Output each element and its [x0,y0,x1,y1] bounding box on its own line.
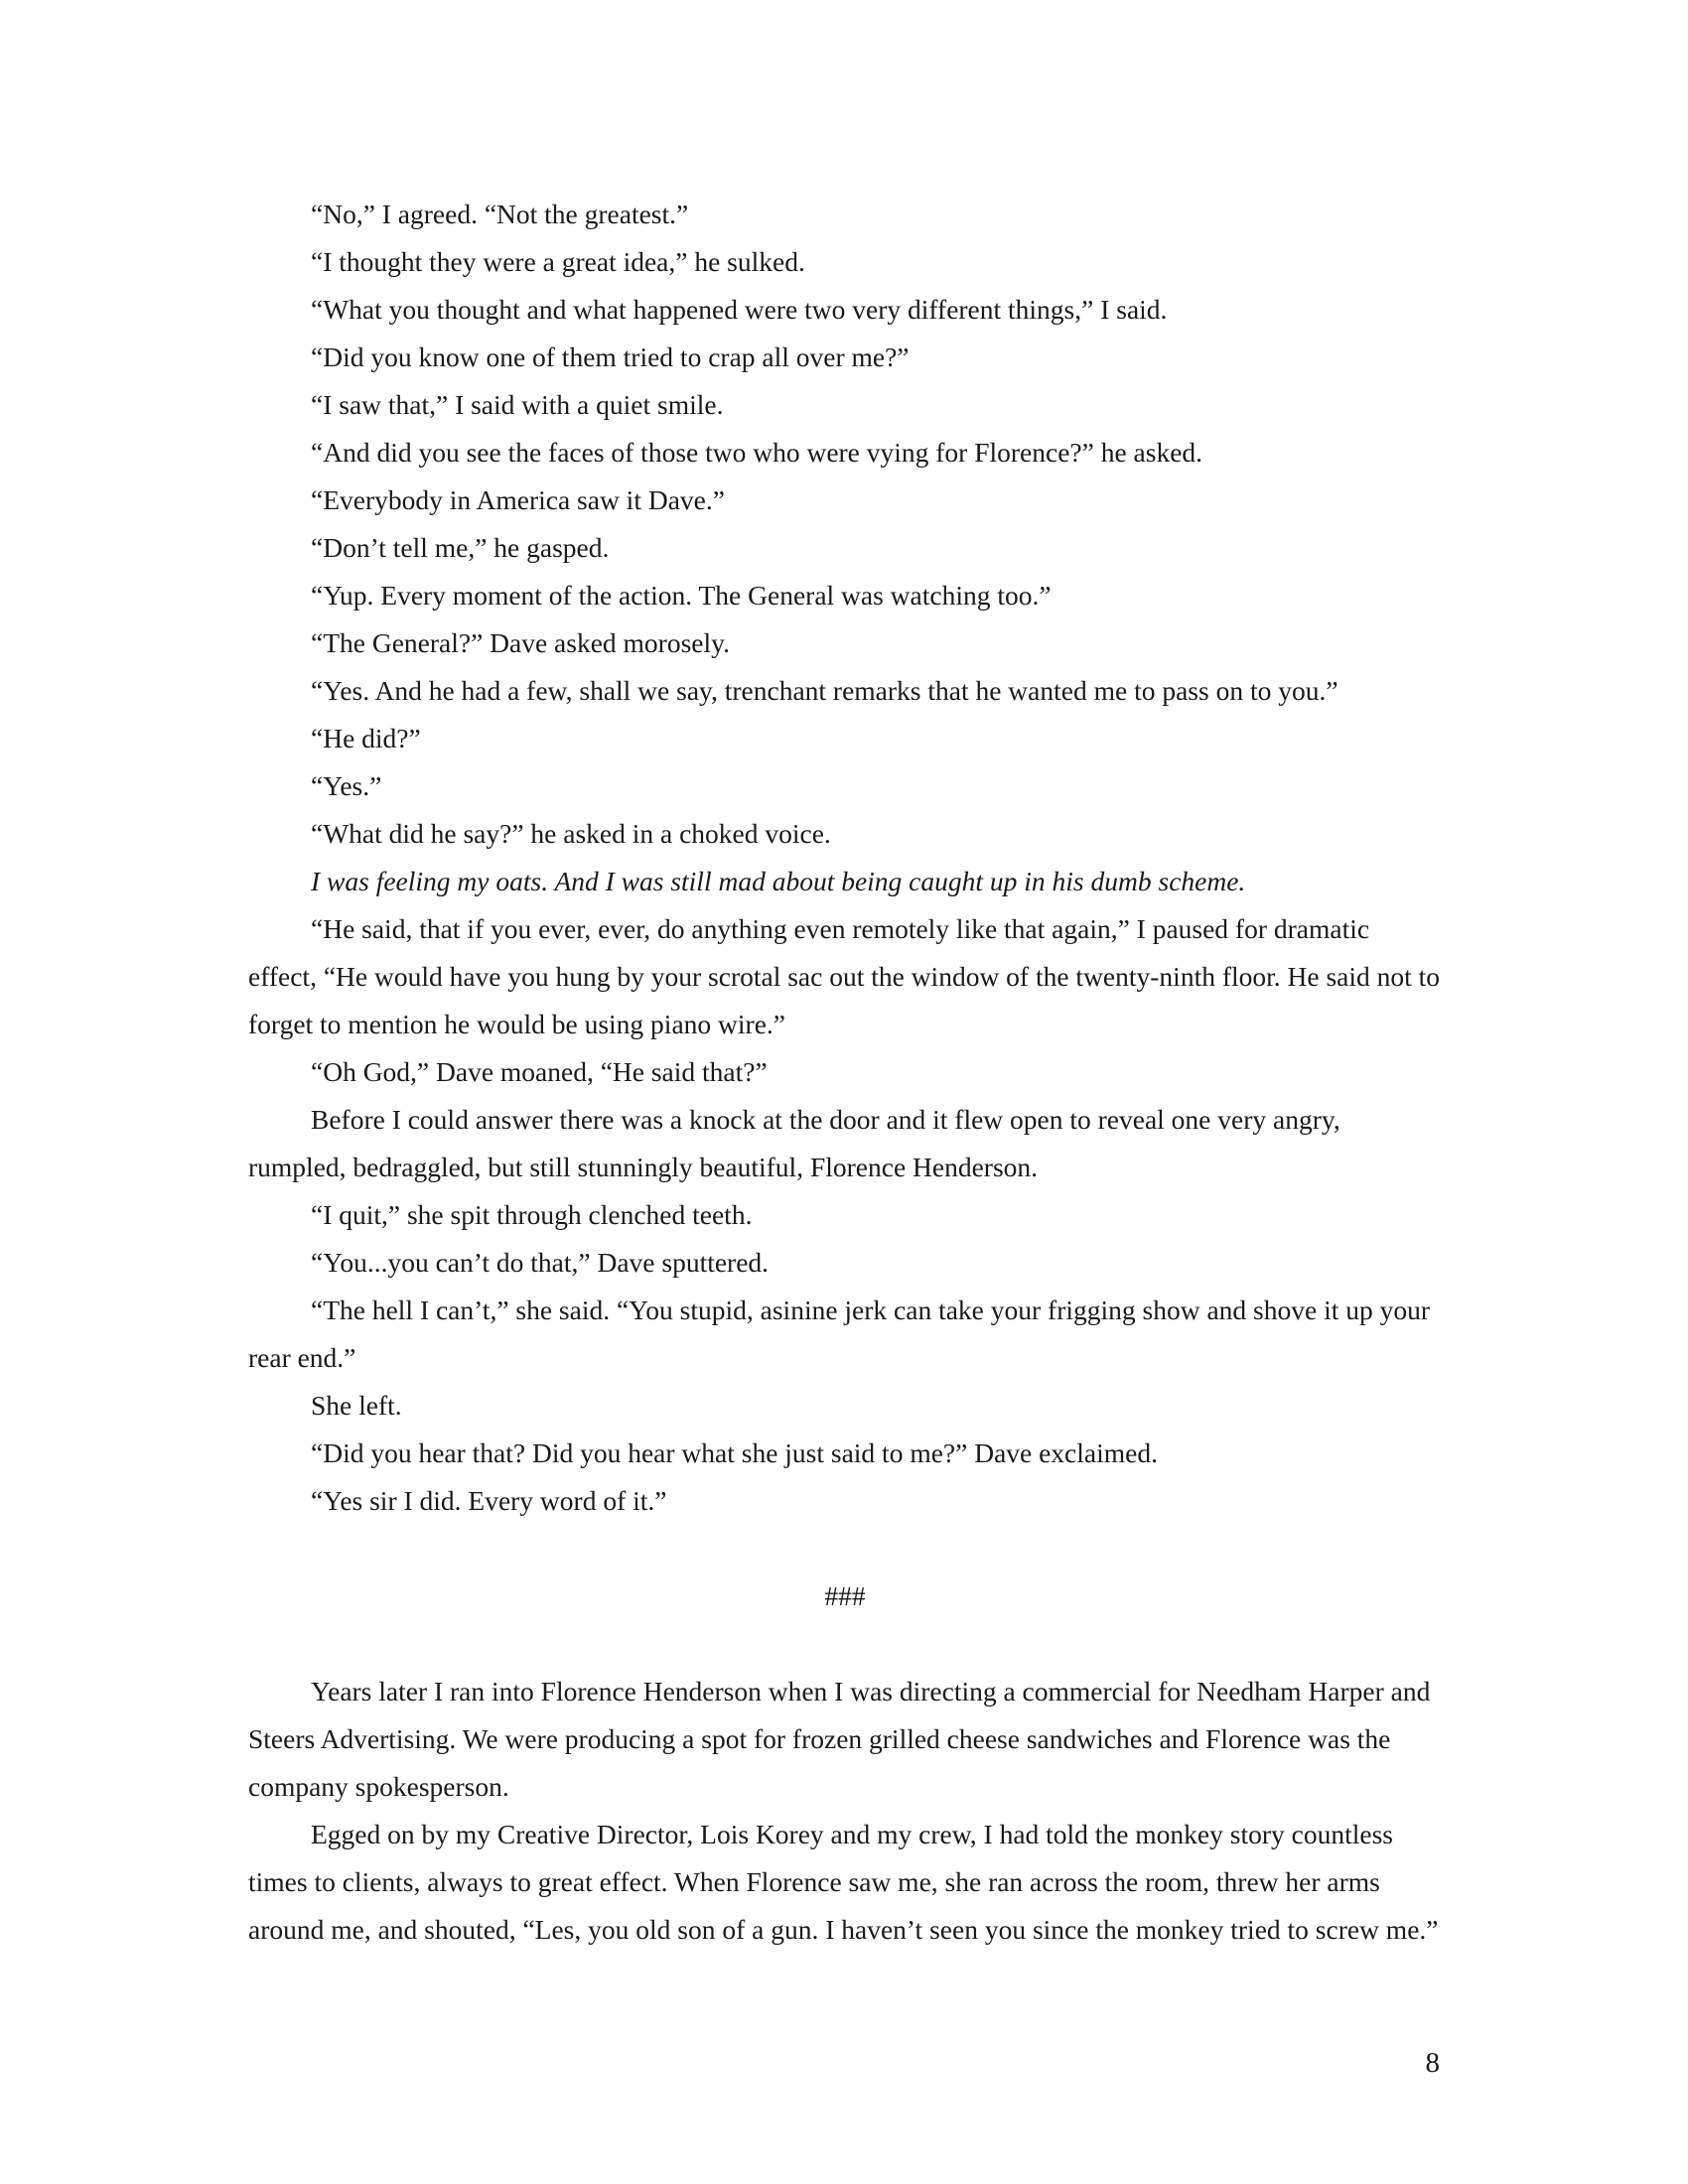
document-body [248,191,1442,1954]
paragraph: “What you thought and what happened were two very different things,” I said. [311,294,1168,325]
paragraph: “And did you see the faces of those two who were vying for Florence?” he asked. [311,437,1203,468]
paragraph: “Did you know one of them tried to crap all over me?” [311,341,910,372]
paragraph: “Yes sir I did. Every word of it.” [311,1485,667,1516]
paragraph: “Yes. And he had a few, shall we say, trenchant remarks that he wanted me to pass on to you.” [311,675,1338,706]
paragraph: “He said, that if you ever, ever, do anything even remotely like that again,” I paused for dramatic effect, “He would have you hung by your scrotal sac out the window of the twenty-ninth floor. He said not to forget to mention he would be using piano wire.” [248,913,1441,1039]
paragraph: “I thought they were a great idea,” he sulked. [311,246,805,277]
paragraph: “Did you hear that? Did you hear what she just said to me?” Dave exclaimed. [311,1437,1158,1468]
paragraph: “I saw that,” I said with a quiet smile. [311,389,724,420]
paragraph: “Yes.” [311,770,382,801]
paragraph: “The General?” Dave asked morosely. [311,627,730,658]
paragraph: “You...you can’t do that,” Dave sputtered. [311,1247,770,1278]
paragraph: “No,” I agreed. “Not the greatest.” [311,199,689,229]
paragraph: Egged on by my Creative Director, Lois Korey and my crew, I had told the monkey story countless times to clients, always to great effect. When Florence saw me, she ran across the room, threw her arms around me, and shouted, “Les, you old son of a gun. I haven’t seen you since the monkey tried to screw me.” [248,1819,1439,1945]
paragraph: “Don’t tell me,” he gasped. [311,532,610,563]
italic-thought-paragraph: I was feeling my oats. And I was still mad about being caught up in his dumb scheme. [311,866,1246,896]
paragraph: “What did he say?” he asked in a choked voice. [311,818,831,849]
paragraph: “I quit,” she spit through clenched teeth. [311,1199,753,1230]
paragraph: Years later I ran into Florence Henderson when I was directing a commercial for Needham Harper and Steers Advertising. We were producing a spot for frozen grilled cheese sandwiches and Florence was the company spokesperson. [248,1676,1431,1802]
paragraph: “Oh God,” Dave moaned, “He said that?” [311,1056,768,1087]
paragraph: “The hell I can’t,” she said. “You stupid, asinine jerk can take your frigging show and shove it up your rear end.” [248,1295,1431,1373]
paragraph: She left. [311,1390,402,1421]
paragraph: “He did?” [311,723,421,753]
section-separator: ### [824,1580,866,1611]
paragraph: Before I could answer there was a knock at the door and it flew open to reveal one very angry, rumpled, bedraggled, but still stunningly beautiful, Florence Henderson. [248,1104,1340,1182]
page-number: 8 [1425,2047,1440,2079]
paragraph: “Yup. Every moment of the action. The General was watching too.” [311,580,1052,611]
paragraph: “Everybody in America saw it Dave.” [311,484,725,515]
